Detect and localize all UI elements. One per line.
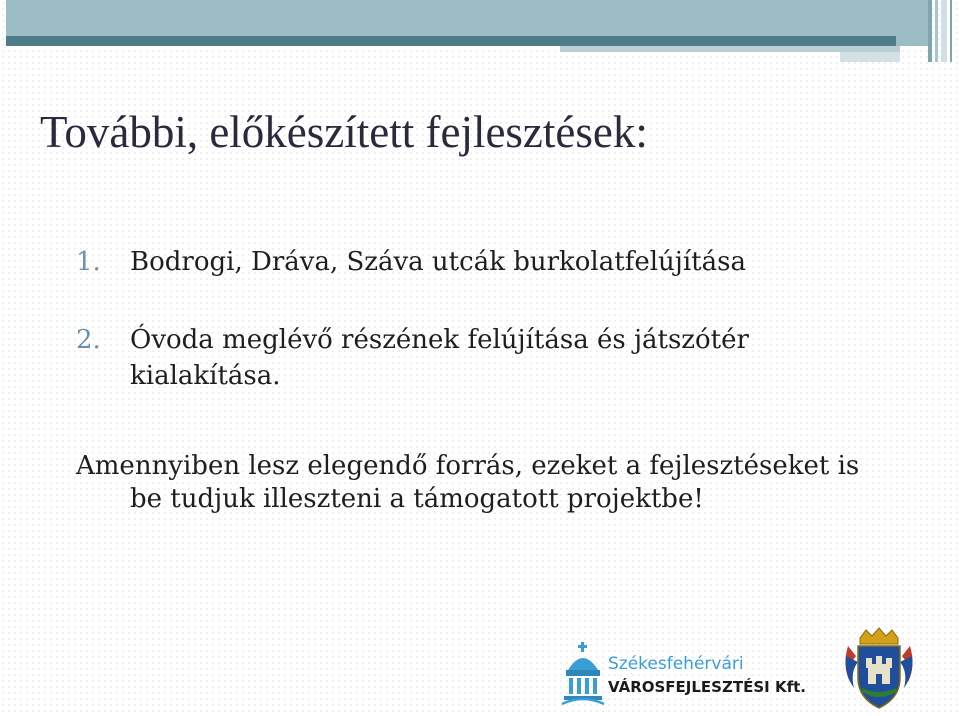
list-item [76,244,890,280]
company-logo [560,638,838,708]
header-decoration-strip [6,36,896,46]
company-logo-city: Székesfehérvári [608,654,744,674]
list-item-number: 2. [76,325,101,355]
list-item-text: Bodrogi, Dráva, Száva utcák burkolatfelújítása [130,247,746,277]
list-item [76,322,890,394]
list-item-text: Óvoda meglévő részének felújítása és játszótér kialakítása. [130,325,749,391]
closing-paragraph-line: Amennyiben lesz elegendő forrás, ezeket a fejlesztéseket is [76,451,860,481]
development-list [76,244,890,394]
header-decoration-strip-lighter [840,52,900,62]
city-coat-of-arms-icon [842,626,916,712]
building-icon [560,640,606,708]
closing-paragraph [76,450,906,516]
closing-paragraph-line: be tudjuk illeszteni a támogatott projektbe! [130,484,704,514]
list-item-number: 1. [76,247,101,277]
header-decoration-vbar [935,0,938,62]
header-decoration-vbar [950,0,952,62]
company-logo-name: VÁROSFEJLESZTÉSI Kft. [608,678,806,696]
header-decoration-vbar [928,0,932,62]
slide-title: További, előkészített fejlesztések: [40,107,648,157]
header-decoration-vbar [941,0,947,62]
